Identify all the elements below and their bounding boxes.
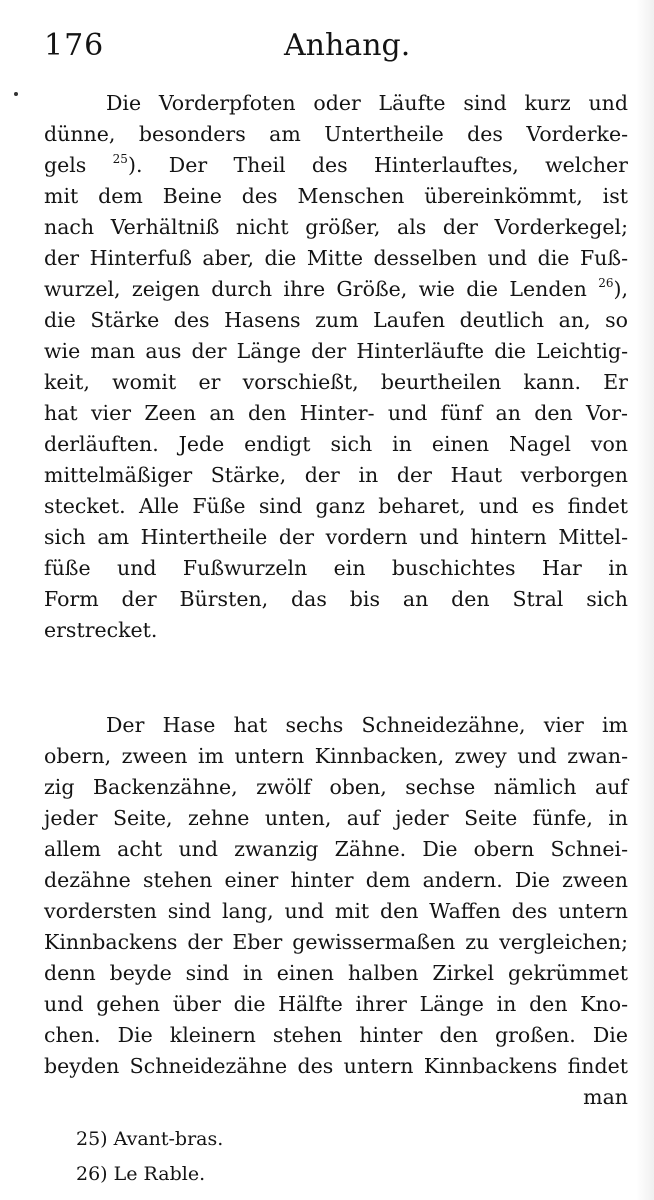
text-fragment: wurzel, zeigen durch ihre Größe, wie die Lenden bbox=[44, 277, 587, 301]
text-line: Die Vorderpfoten oder Läufte sind kurz und bbox=[106, 91, 628, 115]
page-number: 176 bbox=[44, 28, 105, 63]
text-line: der Hinterfuß aber, die Mitte desselben und die Fuß- bbox=[44, 246, 628, 270]
text-line: denn beyde sind in einen halben Zirkel gekrümmet bbox=[44, 961, 628, 985]
catchword: man bbox=[583, 1085, 628, 1109]
text-line: allem acht und zwanzig Zähne. Die obern Schnei- bbox=[44, 837, 628, 861]
text-line: Kinnbackens der Eber gewissermaßen zu vergleichen; bbox=[44, 930, 628, 954]
text-line: jeder Seite, zehne unten, auf jeder Seite fünfe, in bbox=[44, 806, 628, 830]
text-line: derläuften. Jede endigt sich in einen Nagel von bbox=[44, 432, 628, 456]
text-line: dünne, besonders am Untertheile des Vorderke- bbox=[44, 122, 628, 146]
text-line: sich am Hintertheile der vordern und hintern Mittel- bbox=[44, 525, 628, 549]
page-edge-shadow bbox=[636, 0, 654, 1200]
text-line: chen. Die kleinern stehen hinter den großen. Die bbox=[44, 1023, 628, 1047]
text-line: Der Hase hat sechs Schneidezähne, vier im bbox=[106, 713, 628, 737]
text-line: mittelmäßiger Stärke, der in der Haut verborgen bbox=[44, 463, 628, 487]
text-line: mit dem Beine des Menschen übereinkömmt, ist bbox=[44, 184, 628, 208]
footnote-25: 25) Avant-bras. bbox=[76, 1128, 224, 1150]
text-line: obern, zween im untern Kinnbacken, zwey und zwan- bbox=[44, 744, 628, 768]
margin-speck bbox=[14, 92, 18, 96]
text-line: keit, womit er vorschießt, beurtheilen kann. Er bbox=[44, 370, 628, 394]
text-line: die Stärke des Hasens zum Laufen deutlich an, so bbox=[44, 308, 628, 332]
paragraph-feet bbox=[44, 88, 628, 646]
text-line: erstrecket. bbox=[44, 618, 158, 642]
text-line: zig Backenzähne, zwölf oben, sechse nämlich auf bbox=[44, 775, 628, 799]
footnote-ref-25: 25 bbox=[112, 152, 128, 166]
text-fragment: gels bbox=[44, 153, 87, 177]
text-line: stecket. Alle Füße sind ganz beharet, und es findet bbox=[44, 494, 628, 518]
footnote-ref-26: 26 bbox=[598, 276, 614, 290]
paragraph-teeth bbox=[44, 710, 628, 1113]
text-line: wie man aus der Länge der Hinterläufte die Leichtig- bbox=[44, 339, 628, 363]
text-line: vordersten sind lang, und mit den Waffen des untern bbox=[44, 899, 628, 923]
running-head: Anhang. bbox=[284, 28, 411, 63]
text-line: und gehen über die Hälfte ihrer Länge in den Kno- bbox=[44, 992, 628, 1016]
page-header bbox=[44, 28, 624, 72]
text-line: Form der Bürsten, das bis an den Stral sich bbox=[44, 587, 628, 611]
text-line: beyden Schneidezähne des untern Kinnbackens findet bbox=[44, 1054, 628, 1078]
text-line bbox=[44, 150, 628, 181]
text-fragment: ), bbox=[613, 277, 628, 301]
text-line bbox=[44, 274, 628, 305]
text-line: dezähne stehen einer hinter dem andern. Die zween bbox=[44, 868, 628, 892]
text-line: hat vier Zeen an den Hinter- und fünf an den Vor- bbox=[44, 401, 628, 425]
text-fragment: ). Der Theil des Hinterlauftes, welcher bbox=[127, 153, 628, 177]
text-line: nach Verhältniß nicht größer, als der Vorderkegel; bbox=[44, 215, 628, 239]
footnotes bbox=[76, 1122, 223, 1192]
footnote-26: 26) Le Rable. bbox=[76, 1163, 206, 1185]
text-line: füße und Fußwurzeln ein buschichtes Har in bbox=[44, 556, 628, 580]
